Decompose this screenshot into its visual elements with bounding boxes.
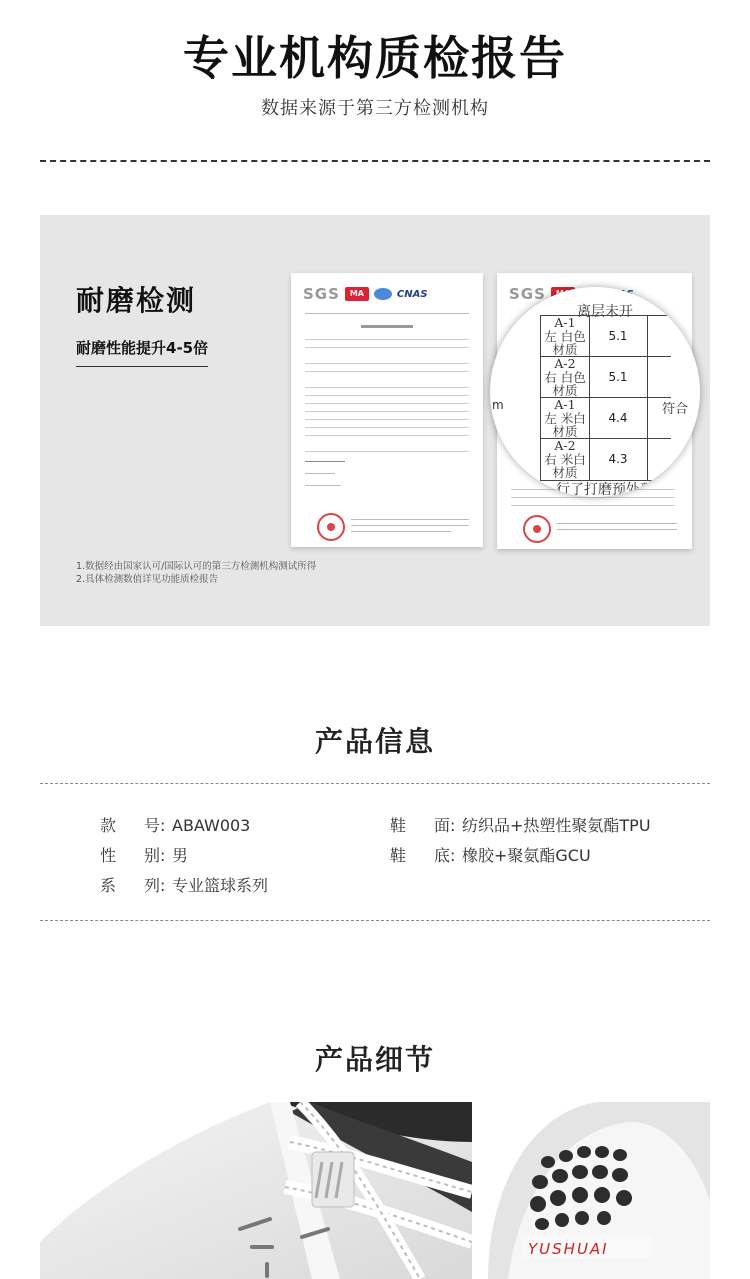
- test-notes: [76, 560, 316, 586]
- sample-desc: 右 白色: [544, 369, 586, 385]
- product-detail-title: 产品细节: [314, 1043, 435, 1076]
- report-footer-line: [351, 525, 469, 526]
- sample-desc: 左 白色: [544, 328, 586, 344]
- report-table-row: [305, 349, 469, 364]
- info-value: 男: [172, 846, 189, 865]
- brand-mark: YUSHUAI: [528, 1240, 609, 1258]
- product-info-title: 产品信息: [314, 725, 435, 758]
- report-footer-line: [557, 523, 677, 524]
- red-stamp-icon: [317, 513, 345, 541]
- ilac-logo-icon: [374, 288, 392, 300]
- info-label: 鞋面: [390, 816, 450, 835]
- sgs-logo: SGS: [303, 285, 340, 303]
- test-note-1: 1.数据经由国家认可/国际认可的第三方检测机构测试所得: [76, 561, 317, 572]
- report-table-row: [305, 389, 469, 396]
- report-table-row: [305, 421, 469, 428]
- info-label: 款号: [100, 816, 160, 835]
- report-table-row: [305, 405, 469, 412]
- report-heading-bar: [361, 325, 413, 328]
- magnifier-row: [541, 397, 671, 439]
- abrasion-test-title: 耐磨检测: [76, 284, 197, 317]
- report-footer-line: [557, 529, 677, 530]
- report-table-row: [305, 397, 469, 404]
- abrasion-test-subtitle: 耐磨性能提升4-5倍: [76, 337, 208, 367]
- magnifier-header: 离层未开: [577, 304, 633, 320]
- shoe-upper-illustration: [40, 1102, 472, 1279]
- info-value: 纺织品+热塑性聚氨酯TPU: [462, 816, 651, 835]
- sample-id: A-1: [554, 397, 576, 412]
- sample-material: 材质: [552, 342, 578, 357]
- info-item-series: 系列: 专业篮球系列: [100, 873, 268, 896]
- test-report-image-1: [291, 273, 483, 547]
- shoe-upper-photo: [40, 1102, 472, 1279]
- report-table-row: [305, 429, 469, 436]
- sample-value: 4.4: [589, 398, 648, 439]
- magnifier-side-text-right: 符合: [662, 402, 689, 417]
- report-table-row: [305, 413, 469, 420]
- magnifier-side-text-left: m: [492, 398, 504, 412]
- info-value: ABAW003: [172, 816, 251, 835]
- info-label: 性别: [100, 846, 160, 865]
- report-table-row: [305, 341, 469, 348]
- report-rule: [305, 313, 469, 314]
- page-subtitle: 数据来源于第三方检测机构: [261, 98, 489, 119]
- sample-material: 材质: [552, 465, 578, 480]
- magnifier-footer: 行了打磨预处理: [556, 482, 654, 497]
- report-text-line: [305, 473, 335, 474]
- sample-desc: 右 米白: [544, 451, 586, 467]
- red-stamp-icon: [523, 515, 551, 543]
- sample-value: 4.3: [589, 439, 648, 480]
- sample-material: 材质: [552, 383, 578, 398]
- shoe-heel-photo: [478, 1102, 710, 1279]
- ma-logo: MA: [345, 287, 369, 301]
- info-value: 专业篮球系列: [172, 876, 269, 895]
- header-divider: [40, 160, 710, 162]
- info-divider-bottom: [40, 920, 710, 921]
- info-item-sole: 鞋底: 橡胶+聚氨酯GCU: [390, 843, 591, 866]
- info-label: 系列: [100, 876, 160, 895]
- report-logos: [303, 283, 428, 305]
- info-item-model: 款号: ABAW003: [100, 813, 250, 836]
- report-table-row: [305, 333, 469, 340]
- sample-material: 材质: [552, 424, 578, 439]
- report-table-row: [305, 437, 469, 452]
- test-note-2: 2.具体检测数值详见功能质检报告: [76, 574, 219, 585]
- signature-line: [305, 461, 345, 462]
- sample-id: A-2: [554, 356, 576, 371]
- page-title: 专业机构质检报告: [183, 31, 567, 85]
- report-text-line: [305, 485, 341, 486]
- report-footer-line: [351, 519, 469, 520]
- shoe-heel-illustration: [478, 1102, 710, 1279]
- info-item-gender: 性别: 男: [100, 843, 188, 866]
- report-magnifier: [490, 287, 700, 497]
- report-table-row: [511, 499, 675, 506]
- magnifier-row: [541, 356, 671, 398]
- sample-desc: 左 米白: [544, 410, 586, 426]
- sample-id: A-1: [554, 315, 576, 330]
- report-table-row: [305, 373, 469, 388]
- info-item-upper: 鞋面: 纺织品+热塑性聚氨酯TPU: [390, 813, 651, 836]
- info-value: 橡胶+聚氨酯GCU: [462, 846, 591, 865]
- report-footer-line: [351, 531, 451, 532]
- report-table-row: [305, 365, 469, 372]
- magnifier-row: [541, 315, 671, 357]
- sample-id: A-2: [554, 438, 576, 453]
- sample-value: 5.1: [589, 316, 648, 357]
- magnifier-row: [541, 438, 671, 481]
- sample-value: 5.1: [589, 357, 648, 398]
- info-label: 鞋底: [390, 846, 450, 865]
- info-divider-top: [40, 783, 710, 784]
- cnas-logo: CNAS: [396, 288, 428, 300]
- sgs-logo: SGS: [509, 285, 546, 303]
